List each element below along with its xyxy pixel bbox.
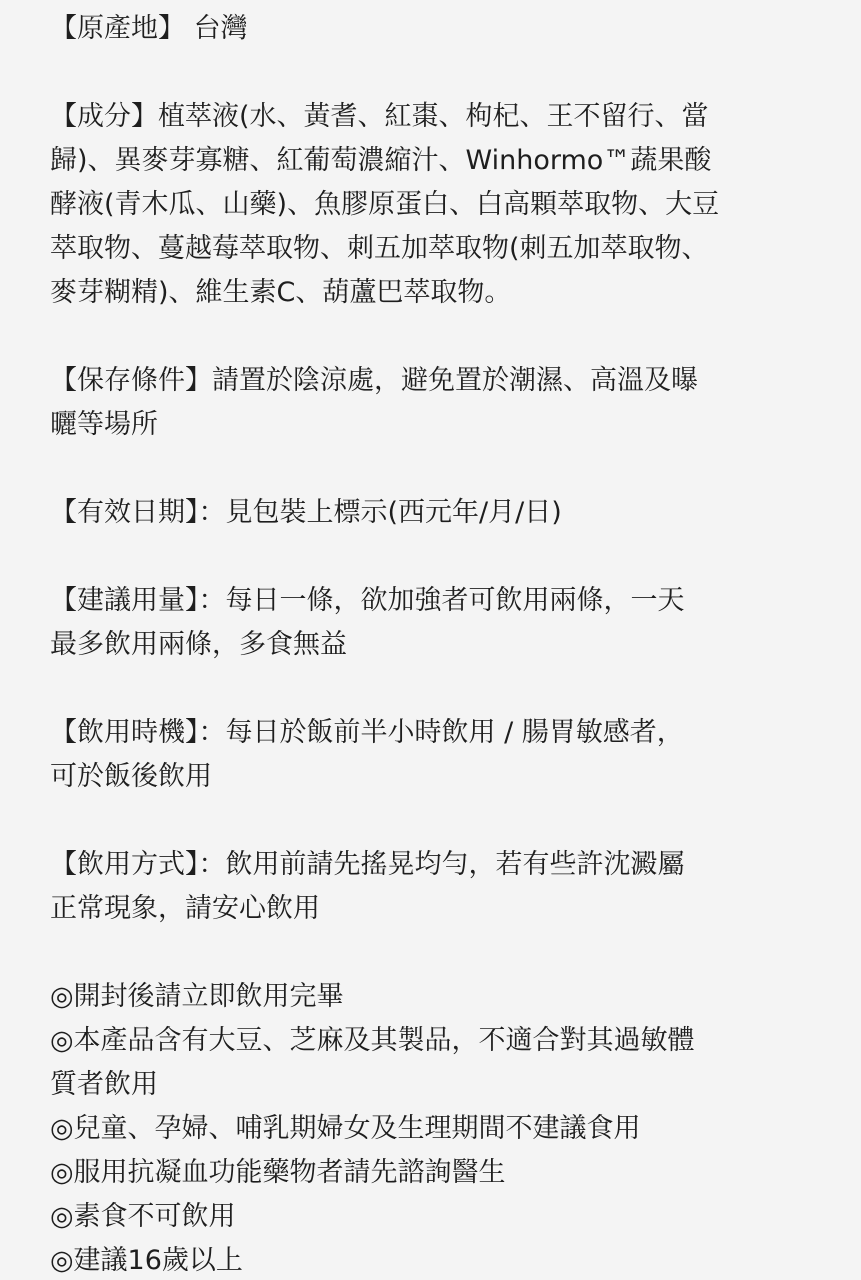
ingredients-line: 麥芽糊精)、維生素C、葫蘆巴萃取物。 [50,277,512,308]
expiry-line: 【有效日期】：見包裝上標示(西元年/月/日) [50,497,562,528]
method-section [50,843,821,931]
note-line: ◎開封後請立即飲用完畢 [50,981,344,1012]
ingredients-section [50,95,821,315]
note-line: ◎本產品含有大豆、芝麻及其製品，不適合對其過敏體 [50,1025,695,1056]
note-line: 質者飲用 [50,1069,158,1100]
note-line: ◎素食不可飲用 [50,1201,236,1232]
note-line: ◎兒童、孕婦、哺乳期婦女及生理期間不建議食用 [50,1113,641,1144]
storage-line: 【保存條件】請置於陰涼處，避免置於潮濕、高溫及曝 [50,365,698,396]
timing-line: 【飲用時機】：每日於飯前半小時飲用 / 腸胃敏感者， [50,717,684,748]
timing-line: 可於飯後飲用 [50,761,212,792]
dosage-section [50,579,821,667]
origin-line: 【原產地】 台灣 [50,13,248,44]
storage-section [50,359,821,447]
ingredients-line: 萃取物、蔓越莓萃取物、刺五加萃取物(刺五加萃取物、 [50,233,709,264]
note-line: ◎建議16歲以上 [50,1245,243,1276]
expiry-section [50,491,821,535]
ingredients-line: 酵液(青木瓜、山藥)、魚膠原蛋白、白高顆萃取物、大豆 [50,189,720,220]
storage-line: 曬等場所 [50,409,158,440]
origin-section [50,7,821,51]
ingredients-line: 【成分】植萃液(水、黃耆、紅棗、枸杞、王不留行、當 [50,101,709,132]
ingredients-line: 歸)、異麥芽寡糖、紅葡萄濃縮汁、Winhormo™蔬果酸 [50,145,712,176]
dosage-line: 【建議用量】：每日一條，欲加強者可飲用兩條，一天 [50,585,685,616]
notes-section [50,975,821,1280]
timing-section [50,711,821,799]
dosage-line: 最多飲用兩條，多食無益 [50,629,347,660]
method-line: 【飲用方式】：飲用前請先搖晃均勻，若有些許沈澱屬 [50,849,685,880]
note-line: ◎服用抗凝血功能藥物者請先諮詢醫生 [50,1157,506,1188]
method-line: 正常現象，請安心飲用 [50,893,320,924]
